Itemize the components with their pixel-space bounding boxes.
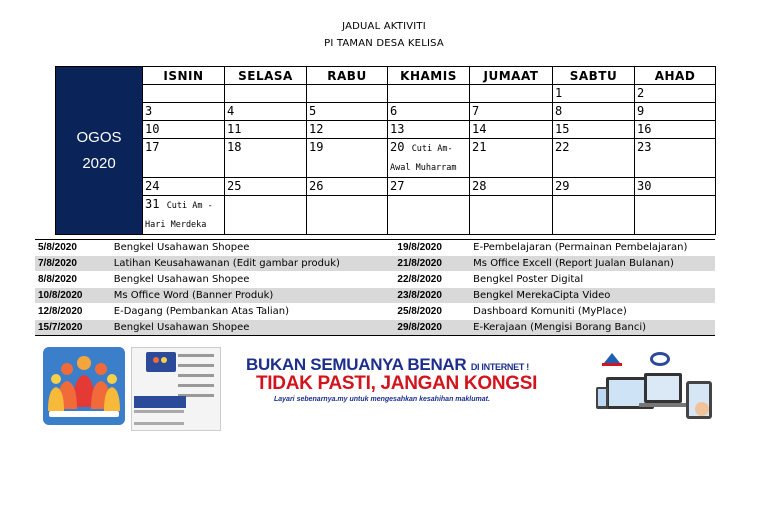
date-cell: 12 xyxy=(307,121,388,139)
activity-date: 10/8/2020 xyxy=(35,288,111,304)
page-header xyxy=(0,18,768,52)
day-header: AHAD xyxy=(635,67,716,85)
date-cell: 15 xyxy=(553,121,635,139)
date-cell-holiday xyxy=(388,139,470,178)
activity-title: Latihan Keusahawanan (Edit gambar produk) xyxy=(111,256,395,272)
banner-line1b: DI INTERNET ! xyxy=(470,362,529,372)
date-cell xyxy=(307,85,388,103)
date-cell: 24 xyxy=(143,178,225,196)
table-row xyxy=(35,256,715,272)
community-logo xyxy=(43,347,125,425)
date-cell: 13 xyxy=(388,121,470,139)
activity-title: Bengkel MerekaCipta Video xyxy=(470,288,715,304)
date-cell: 26 xyxy=(307,178,388,196)
activity-date: 22/8/2020 xyxy=(394,272,470,288)
activity-title: Bengkel Usahawan Shopee xyxy=(111,272,395,288)
activity-title: E-Dagang (Pembankan Atas Talian) xyxy=(111,304,395,320)
date-cell: 14 xyxy=(470,121,553,139)
devices-icon xyxy=(584,351,723,425)
date-cell: 1 xyxy=(553,85,635,103)
month-year: 2020 xyxy=(82,154,116,172)
date-number: 31 xyxy=(145,197,160,211)
day-header: RABU xyxy=(307,67,388,85)
date-cell: 16 xyxy=(635,121,716,139)
date-cell-holiday xyxy=(143,196,225,235)
page-title: JADUAL AKTIVITI xyxy=(342,21,426,32)
activity-date: 5/8/2020 xyxy=(35,240,111,256)
date-cell: 21 xyxy=(470,139,553,178)
activity-title: Ms Office Word (Banner Produk) xyxy=(111,288,395,304)
activity-date: 21/8/2020 xyxy=(394,256,470,272)
table-row xyxy=(35,288,715,304)
date-cell xyxy=(388,85,470,103)
activity-date: 7/8/2020 xyxy=(35,256,111,272)
day-header: SABTU xyxy=(553,67,635,85)
date-cell: 17 xyxy=(143,139,225,178)
activity-date: 25/8/2020 xyxy=(394,304,470,320)
activity-date: 29/8/2020 xyxy=(394,320,470,336)
date-cell xyxy=(470,196,553,235)
date-cell: 9 xyxy=(635,103,716,121)
activity-title: Ms Office Excell (Report Jualan Bulanan) xyxy=(470,256,715,272)
banner-line2: TIDAK PASTI, JANGAN KONGSI xyxy=(256,373,538,394)
date-cell: 10 xyxy=(143,121,225,139)
table-row xyxy=(35,304,715,320)
activity-title: Bengkel Poster Digital xyxy=(470,272,715,288)
activity-title: Dashboard Komuniti (MyPlace) xyxy=(470,304,715,320)
activity-date: 23/8/2020 xyxy=(394,288,470,304)
day-header: SELASA xyxy=(225,67,307,85)
date-cell xyxy=(470,85,553,103)
date-cell: 27 xyxy=(388,178,470,196)
date-cell: 4 xyxy=(225,103,307,121)
month-label xyxy=(56,67,143,235)
table-row xyxy=(35,272,715,288)
activity-table xyxy=(35,239,715,336)
date-cell xyxy=(388,196,470,235)
date-cell: 23 xyxy=(635,139,716,178)
table-row xyxy=(35,240,715,256)
date-cell: 18 xyxy=(225,139,307,178)
date-cell: 5 xyxy=(307,103,388,121)
date-cell: 19 xyxy=(307,139,388,178)
date-cell: 11 xyxy=(225,121,307,139)
banner-line1: BUKAN SEMUANYA BENAR xyxy=(246,355,467,374)
page-subtitle: PI TAMAN DESA KELISA xyxy=(324,38,444,49)
activity-title: Bengkel Usahawan Shopee xyxy=(111,320,395,336)
day-header: JUMAAT xyxy=(470,67,553,85)
date-cell xyxy=(225,196,307,235)
date-cell: 22 xyxy=(553,139,635,178)
date-cell: 3 xyxy=(143,103,225,121)
date-cell: 7 xyxy=(470,103,553,121)
activity-title: E-Pembelajaran (Permainan Pembelajaran) xyxy=(470,240,715,256)
date-cell xyxy=(143,85,225,103)
banner-line3: Layari sebenarnya.my untuk mengesahkan kesahihan maklumat. xyxy=(274,396,490,403)
table-row xyxy=(35,320,715,336)
activity-date: 8/8/2020 xyxy=(35,272,111,288)
date-number: 20 xyxy=(390,140,405,154)
activity-date: 15/7/2020 xyxy=(35,320,111,336)
awareness-banner xyxy=(238,351,723,425)
day-header: KHAMIS xyxy=(388,67,470,85)
people-group-icon xyxy=(43,347,125,425)
date-cell: 8 xyxy=(553,103,635,121)
holiday-note: Cuti Am- xyxy=(411,144,453,154)
activity-title: Bengkel Usahawan Shopee xyxy=(111,240,395,256)
holiday-note: Hari Merdeka xyxy=(145,220,207,230)
holiday-note: Cuti Am - xyxy=(166,201,213,211)
app-preview-icon xyxy=(132,348,220,430)
date-cell: 6 xyxy=(388,103,470,121)
app-screenshot xyxy=(131,347,221,431)
month-name: OGOS xyxy=(76,128,122,146)
date-cell: 25 xyxy=(225,178,307,196)
date-cell: 28 xyxy=(470,178,553,196)
holiday-note: Awal Muharram xyxy=(390,163,457,173)
date-cell xyxy=(553,196,635,235)
calendar-table xyxy=(55,66,716,235)
activity-title: E-Kerajaan (Mengisi Borang Banci) xyxy=(470,320,715,336)
date-cell xyxy=(225,85,307,103)
date-cell xyxy=(635,196,716,235)
activity-date: 19/8/2020 xyxy=(394,240,470,256)
day-header: ISNIN xyxy=(143,67,225,85)
date-cell: 29 xyxy=(553,178,635,196)
date-cell: 30 xyxy=(635,178,716,196)
date-cell: 2 xyxy=(635,85,716,103)
activity-date: 12/8/2020 xyxy=(35,304,111,320)
date-cell xyxy=(307,196,388,235)
